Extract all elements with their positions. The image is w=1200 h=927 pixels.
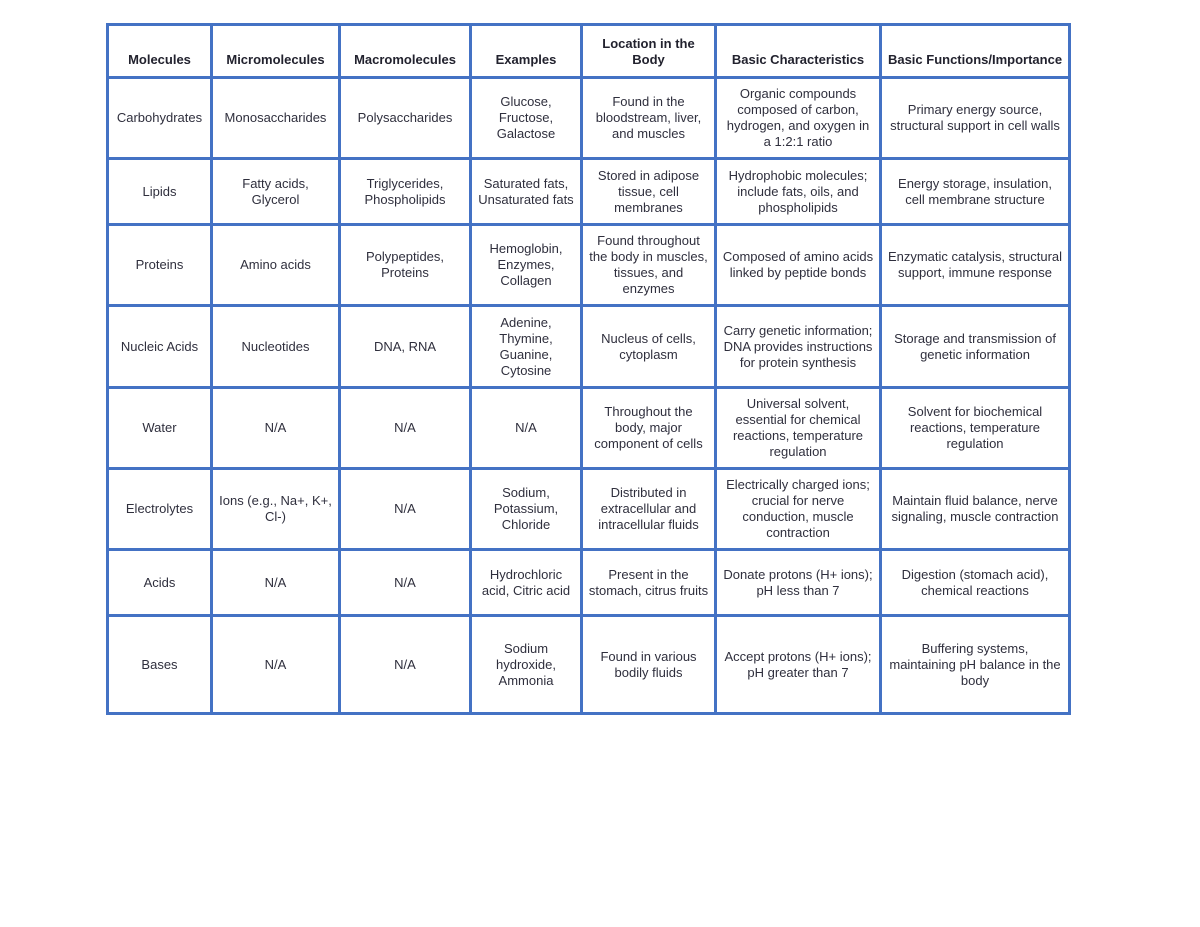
table-cell: Proteins (108, 225, 212, 306)
table-cell: Maintain fluid balance, nerve signaling, muscle contraction (881, 469, 1070, 550)
table-cell: N/A (340, 616, 471, 714)
table-row (108, 550, 1070, 616)
header-characteristics: Basic Characteristics (716, 25, 881, 78)
table-cell: Polysaccharides (340, 78, 471, 159)
table-row (108, 306, 1070, 388)
table-cell: N/A (212, 388, 340, 469)
table-cell: Found throughout the body in muscles, tissues, and enzymes (582, 225, 716, 306)
table-cell: Acids (108, 550, 212, 616)
table-cell: Hemoglobin, Enzymes, Collagen (471, 225, 582, 306)
table-cell: N/A (212, 550, 340, 616)
table-cell: Stored in adipose tissue, cell membranes (582, 159, 716, 225)
table-cell: Carbohydrates (108, 78, 212, 159)
table-cell: Enzymatic catalysis, structural support, immune response (881, 225, 1070, 306)
table-cell: Solvent for biochemical reactions, temperature regulation (881, 388, 1070, 469)
table-row (108, 469, 1070, 550)
table-cell: Throughout the body, major component of cells (582, 388, 716, 469)
table-cell: Hydrophobic molecules; include fats, oils, and phospholipids (716, 159, 881, 225)
table-cell: N/A (212, 616, 340, 714)
header-functions: Basic Functions/Importance (881, 25, 1070, 78)
molecules-table (106, 23, 1071, 715)
header-molecules: Molecules (108, 25, 212, 78)
table-cell: Monosaccharides (212, 78, 340, 159)
header-macromolecules: Macromolecules (340, 25, 471, 78)
table-cell: N/A (340, 550, 471, 616)
table-cell: Carry genetic information; DNA provides instructions for protein synthesis (716, 306, 881, 388)
table-cell: Amino acids (212, 225, 340, 306)
table-cell: Electrolytes (108, 469, 212, 550)
table-cell: Adenine, Thymine, Guanine, Cytosine (471, 306, 582, 388)
table-cell: N/A (340, 469, 471, 550)
table-cell: Saturated fats, Unsaturated fats (471, 159, 582, 225)
table-cell: Water (108, 388, 212, 469)
table-cell: Distributed in extracellular and intracellular fluids (582, 469, 716, 550)
table-cell: Hydrochloric acid, Citric acid (471, 550, 582, 616)
table-cell: Electrically charged ions; crucial for nerve conduction, muscle contraction (716, 469, 881, 550)
table-cell: Present in the stomach, citrus fruits (582, 550, 716, 616)
table-cell: Triglycerides, Phospholipids (340, 159, 471, 225)
table-cell: Found in the bloodstream, liver, and muscles (582, 78, 716, 159)
table-cell: Nucleus of cells, cytoplasm (582, 306, 716, 388)
table-row (108, 225, 1070, 306)
table-row (108, 78, 1070, 159)
table-cell: Ions (e.g., Na+, K+, Cl-) (212, 469, 340, 550)
table-cell: Fatty acids, Glycerol (212, 159, 340, 225)
table-row (108, 616, 1070, 714)
table-cell: Bases (108, 616, 212, 714)
table-row (108, 388, 1070, 469)
table-cell: Organic compounds composed of carbon, hydrogen, and oxygen in a 1:2:1 ratio (716, 78, 881, 159)
table-cell: Accept protons (H+ ions); pH greater than 7 (716, 616, 881, 714)
table-cell: Nucleic Acids (108, 306, 212, 388)
table-cell: N/A (471, 388, 582, 469)
table-cell: Digestion (stomach acid), chemical reactions (881, 550, 1070, 616)
table-cell: Buffering systems, maintaining pH balance in the body (881, 616, 1070, 714)
table-cell: Sodium hydroxide, Ammonia (471, 616, 582, 714)
table-cell: Lipids (108, 159, 212, 225)
table-row (108, 159, 1070, 225)
table-cell: Polypeptides, Proteins (340, 225, 471, 306)
table-cell: Primary energy source, structural support in cell walls (881, 78, 1070, 159)
table-cell: Glucose, Fructose, Galactose (471, 78, 582, 159)
table-cell: Found in various bodily fluids (582, 616, 716, 714)
table-cell: Sodium, Potassium, Chloride (471, 469, 582, 550)
table-cell: Universal solvent, essential for chemical reactions, temperature regulation (716, 388, 881, 469)
table-cell: N/A (340, 388, 471, 469)
table-cell: DNA, RNA (340, 306, 471, 388)
table-cell: Storage and transmission of genetic information (881, 306, 1070, 388)
table-cell: Composed of amino acids linked by peptide bonds (716, 225, 881, 306)
table-cell: Nucleotides (212, 306, 340, 388)
header-examples: Examples (471, 25, 582, 78)
table-cell: Donate protons (H+ ions); pH less than 7 (716, 550, 881, 616)
table-header-row (108, 25, 1070, 78)
table-cell: Energy storage, insulation, cell membrane structure (881, 159, 1070, 225)
header-location: Location in the Body (582, 25, 716, 78)
header-micromolecules: Micromolecules (212, 25, 340, 78)
